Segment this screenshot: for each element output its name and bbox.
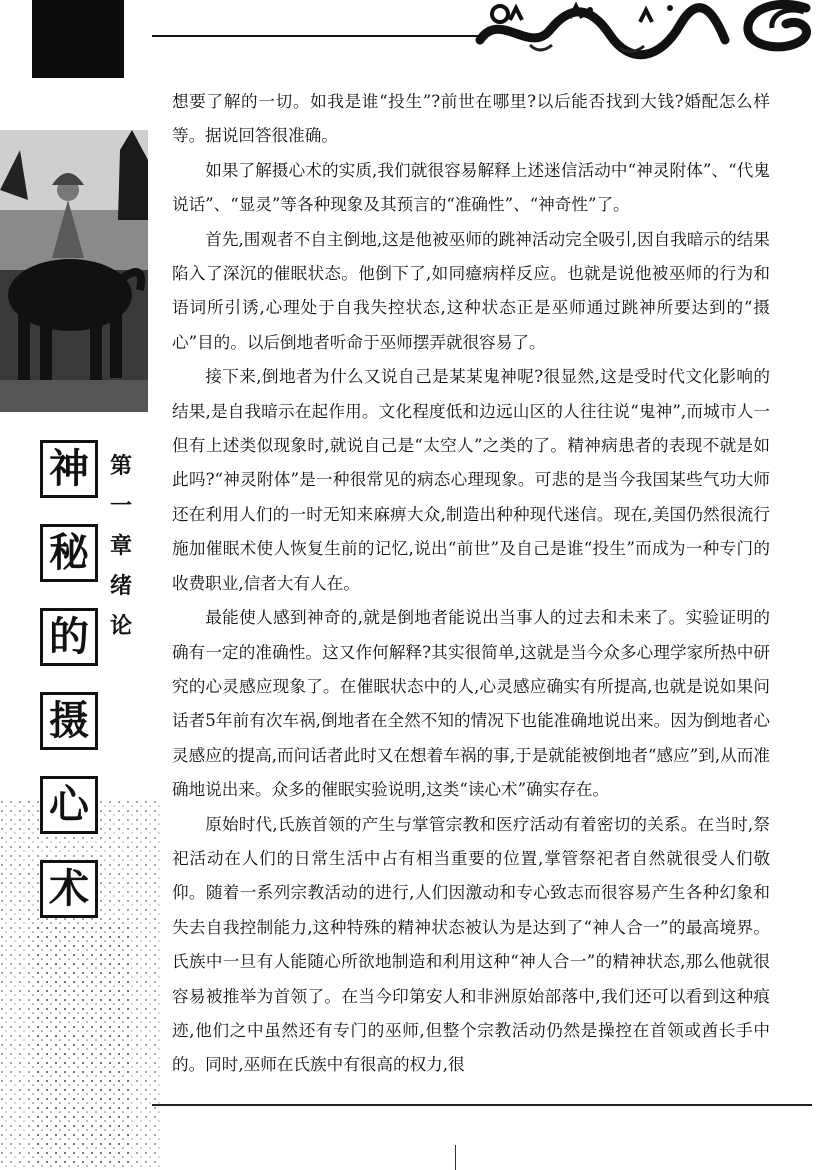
chapter-char-1: 第 — [109, 453, 132, 479]
title-char-1: 神 — [40, 440, 98, 498]
footer-rule — [152, 1104, 812, 1106]
title-char-5: 心 — [40, 776, 98, 834]
chapter-char-4: 绪 — [109, 573, 132, 599]
title-char-4: 摄 — [40, 692, 98, 750]
chapter-char-3: 章 — [109, 533, 132, 559]
paragraph-1: 想要了解的一切。如我是谁“投生”?前世在哪里?以后能否找到大钱?婚配怎么样等。据说回答很准确。 — [172, 92, 770, 146]
paragraph-6: 原始时代,氏族首领的产生与掌管宗教和医疗活动有着密切的关系。在当时,祭祀活动在人们的日常生活中占有相当重要的位置,掌管祭祀者自然就很受人们敬仰。随着一系列宗教活动的进行,人们因激动和专心致志而很容易产生各种幻象和失去自我控制能力,这种特殊的精神状态被认为是达到了“神人合一”的最高境界。氏族中一旦有人能随心所欲地制造和利用这种“神人合一”的精神状态,那么他就很容易被推举为首领了。在当今印第安人和非洲原始部落中,我们还可以看到这种痕迹,他们之中虽然还有专门的巫师,但整个宗教活动仍然是操控在首领或酋长手中的。同时,巫师在氏族中有很高的权力,很 — [172, 814, 770, 1075]
dragon-ornament-icon — [470, 0, 730, 60]
header-rule — [152, 35, 482, 37]
body-text — [172, 85, 770, 1083]
chapter-char-5: 论 — [109, 613, 132, 639]
title-char-3: 的 — [40, 608, 98, 666]
title-char-6: 术 — [40, 860, 98, 918]
paragraph-5: 最能使人感到神奇的,就是倒地者能说出当事人的过去和未来了。实验证明的确有一定的准确性。这又作何解释?其实很简单,这就是当今众多心理学家所热中研究的心灵感应现象了。在催眠状态中的人,心灵感应确实有所提高,也就是说如果问话者5年前有次车祸,倒地者在全然不知的情况下也能准确地说出来。因为倒地者心灵感应的提高,而问话者此时又在想着车祸的事,于是就能被倒地者“感应”到,从而准确地说出来。众多的催眠实验说明,这类“读心术”确实存在。 — [172, 608, 770, 800]
chapter-char-2: 一 — [109, 493, 132, 519]
header-black-block — [32, 0, 124, 78]
chapter-label-vertical — [108, 446, 134, 646]
corner-swirl-icon — [736, 0, 827, 58]
paragraph-3: 首先,围观者不自主倒地,这是他被巫师的跳神活动完全吸引,因自我暗示的结果陷入了深沉的催眠状态。他倒下了,如同癔病样反应。也就是说他被巫师的行为和语词所引诱,心理处于自我失控状态,这种状态正是巫师通过跳神所要达到的“摄心”目的。以后倒地者听命于巫师摆弄就很容易了。 — [172, 229, 770, 352]
title-char-2: 秘 — [40, 524, 98, 582]
gutter-mark — [455, 1145, 456, 1170]
book-title-vertical — [40, 440, 100, 944]
paragraph-4: 接下来,倒地者为什么又说自己是某某鬼神呢?很显然,这是受时代文化影响的结果,是自我暗示在起作用。文化程度低和边远山区的人往往说“鬼神”,而城市人一但有上述类似现象时,就说自己是“太空人”之类的了。精神病患者的表现不就是如此吗?“神灵附体”是一种很常见的病态心理现象。可悲的是当今我国某些气功大师还在利用人们的一时无知来麻痹大众,制造出种种现代迷信。现在,美国仍然很流行施加催眠术使人恢复生前的记忆,说出“前世”及自己是谁“投生”而成为一种专门的收费职业,信者大有人在。 — [172, 367, 770, 593]
paragraph-2: 如果了解摄心术的实质,我们就很容易解释上述迷信活动中“神灵附体”、“代鬼说话”、“显灵”等各种现象及其预言的“准确性”、“神奇性”了。 — [172, 160, 770, 215]
ox-rider-photo — [0, 130, 148, 412]
